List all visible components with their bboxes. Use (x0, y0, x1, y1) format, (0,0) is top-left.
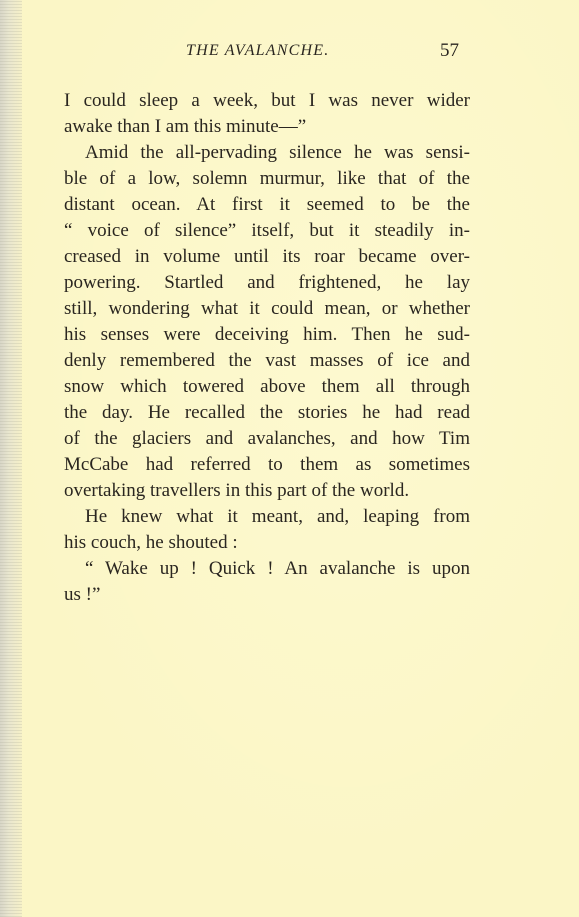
text-line: I could sleep a week, but I was never wider (64, 90, 470, 111)
text-line: of the glaciers and avalanches, and how Tim (64, 428, 470, 449)
text-line: his senses were deceiving him. Then he sud- (64, 324, 470, 345)
text-line: denly remembered the vast masses of ice and (64, 350, 470, 371)
page-edge-shadow (0, 0, 22, 917)
body-text (64, 88, 470, 608)
text-line: his couch, he shouted : (64, 532, 238, 553)
text-line: He knew what it meant, and, leaping from (85, 506, 470, 527)
running-title: THE AVALANCHE. (186, 42, 330, 59)
text-line: “ voice of silence” itself, but it steadily in- (64, 220, 470, 241)
text-line: Amid the all-pervading silence he was sensi- (85, 142, 470, 163)
text-line: ble of a low, solemn murmur, like that of the (64, 168, 470, 189)
text-line: powering. Startled and frightened, he lay (64, 272, 470, 293)
running-head (0, 40, 579, 66)
text-line: “ Wake up ! Quick ! An avalanche is upon (85, 558, 470, 579)
text-line: awake than I am this minute—” (64, 116, 307, 137)
text-line: us !” (64, 584, 101, 605)
text-line: distant ocean. At first it seemed to be the (64, 194, 470, 215)
text-line: McCabe had referred to them as sometimes (64, 454, 470, 475)
text-line: snow which towered above them all through (64, 376, 470, 397)
page-number: 57 (440, 40, 459, 61)
text-line: overtaking travellers in this part of the world. (64, 480, 410, 501)
text-line: still, wondering what it could mean, or whether (64, 298, 470, 319)
text-line: the day. He recalled the stories he had read (64, 402, 470, 423)
text-line: creased in volume until its roar became over- (64, 246, 470, 267)
